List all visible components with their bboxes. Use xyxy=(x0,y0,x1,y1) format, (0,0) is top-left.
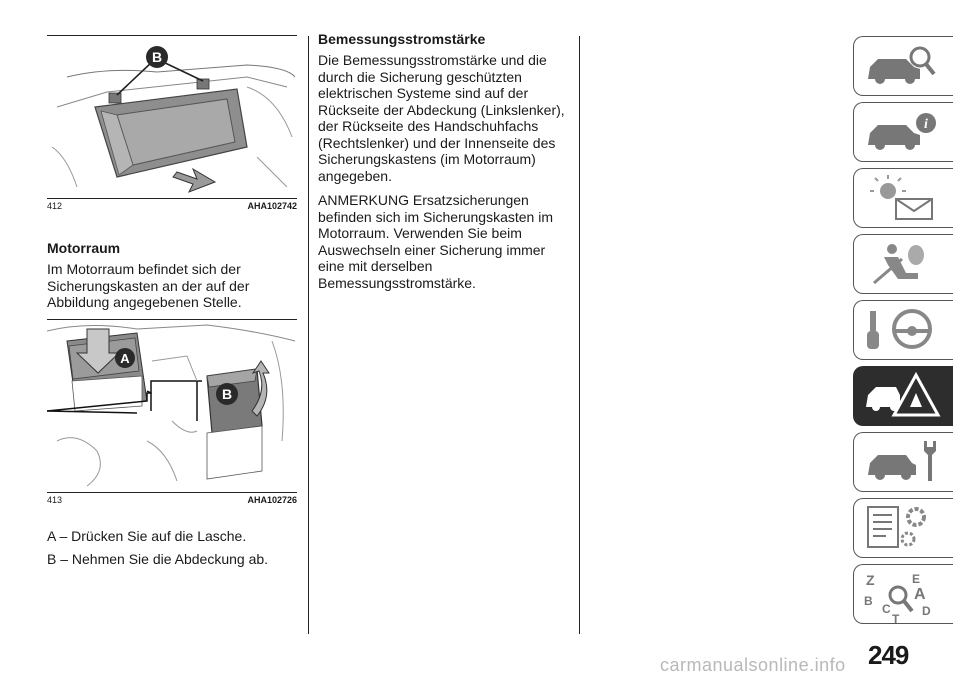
letter-e: E xyxy=(912,572,921,586)
figure-fusebox xyxy=(47,321,297,491)
tab-car-search[interactable] xyxy=(853,36,953,96)
letter-t: T xyxy=(892,612,900,623)
section-motorraum xyxy=(47,240,297,311)
letter-c: C xyxy=(882,602,891,616)
document-gear-icon xyxy=(862,503,942,553)
figure-bottom-code: AHA102726 xyxy=(247,495,297,505)
figure-bottom-caption xyxy=(47,495,297,505)
tab-car-info[interactable] xyxy=(853,102,953,162)
figure-top-bottom-rule xyxy=(47,198,297,199)
letter-z: Z xyxy=(866,572,875,588)
car-search-icon xyxy=(862,41,942,91)
tab-car-wrench[interactable] xyxy=(853,432,953,492)
figure-top-caption xyxy=(47,201,297,211)
warning-light-envelope-icon xyxy=(862,173,942,223)
fusebox-illustration xyxy=(47,321,297,491)
key-steering-wheel-icon xyxy=(862,305,942,355)
seat-airbag-icon xyxy=(862,239,942,289)
tab-seat-airbag[interactable] xyxy=(853,234,953,294)
step-a: A – Drücken Sie auf die Lasche. xyxy=(47,528,247,544)
tab-document-gear[interactable] xyxy=(853,498,953,558)
label-b-text: B xyxy=(151,49,163,65)
figure-top-number: 412 xyxy=(47,201,63,211)
figure-top-code: AHA102742 xyxy=(247,201,297,211)
label-a-text: A xyxy=(120,351,130,366)
section-motorraum-heading: Motorraum xyxy=(47,240,121,256)
car-emergency-triangle-icon xyxy=(862,371,942,421)
letter-b: B xyxy=(864,594,873,608)
alphabet-index-search-icon xyxy=(862,569,942,623)
figure-bottom-bottom-rule xyxy=(47,492,297,493)
watermark: carmanualsonline.info xyxy=(660,655,846,675)
page-number: 249 xyxy=(868,640,909,670)
section-bemessung-text: Die Bemessungsstromstärke und die durch die Sicherung geschützten elektrischen Systeme sind auf der Rückseite der Abdeckung (Linkslenker), der Rückseite des Handschuhfachs (Rechtslenker) und der Innenseite des Sicherungskastens (im Motorraum) angegeben. xyxy=(318,52,565,184)
figure-bottom-number: 413 xyxy=(47,495,63,505)
tab-key-steering[interactable] xyxy=(853,300,953,360)
glovebox-illustration xyxy=(47,37,297,197)
figure-top-rule xyxy=(47,35,297,36)
figure-bottom-rule xyxy=(47,319,297,320)
letter-a: A xyxy=(914,586,926,603)
svg-text:i: i xyxy=(924,117,928,132)
section-bemessung-note: ANMERKUNG Ersatzsicherungen befinden sich im Sicherungskasten im Motorraum. Verwenden Sie beim Auswechseln einer Sicherung immer eine mit derselben Bemessungsstromstärke. xyxy=(318,192,554,291)
section-bemessungsstromstaerke xyxy=(318,31,570,291)
step-b: B – Nehmen Sie die Abdeckung ab. xyxy=(47,550,269,567)
figure-glovebox xyxy=(47,37,297,197)
tab-alphabet-index[interactable] xyxy=(853,564,953,624)
label-b2-text: B xyxy=(221,386,233,402)
column-divider-left xyxy=(308,36,309,634)
section-motorraum-text: Im Motorraum befindet sich der Sicherungskasten an der auf der Abbildung angegebenen Stelle. xyxy=(47,261,250,310)
section-bemessung-heading: Bemessungsstromstärke xyxy=(318,31,486,47)
letter-d: D xyxy=(922,604,931,618)
car-info-icon xyxy=(862,107,942,157)
tab-emergency[interactable] xyxy=(853,366,953,426)
steps-list xyxy=(47,528,297,567)
car-wrench-icon xyxy=(862,437,942,487)
tab-warning-light[interactable] xyxy=(853,168,953,228)
column-divider-right xyxy=(579,36,580,634)
